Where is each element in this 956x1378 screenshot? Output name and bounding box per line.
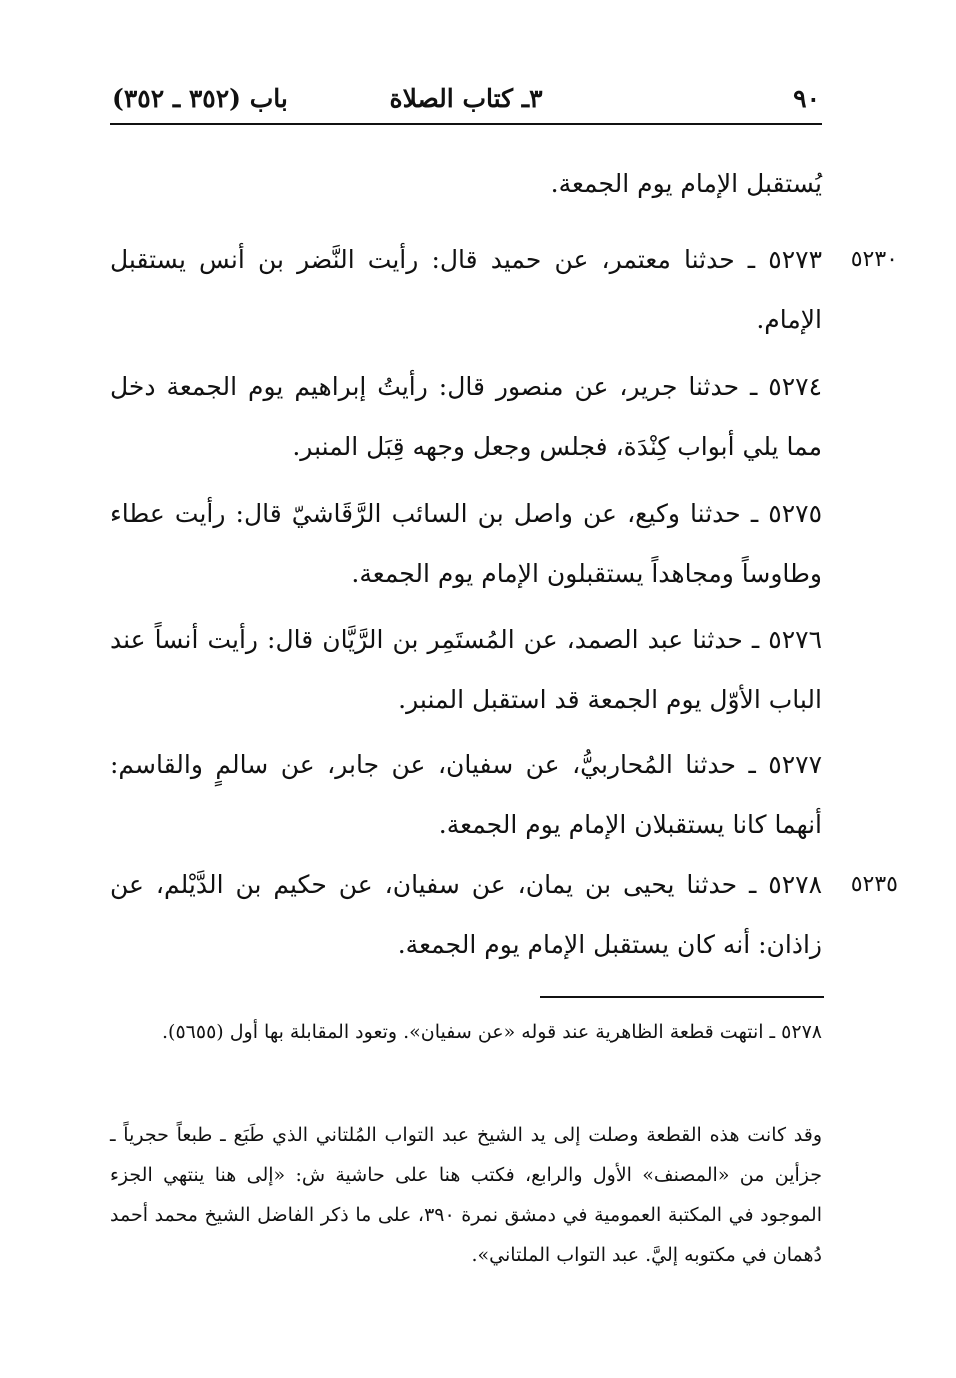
continuation-text: يُستقبل الإمام يوم الجمعة. [550, 169, 822, 198]
hadith-5275: ٥٢٧٥ ـ حدثنا وكيع، عن واصل بن السائب الرَّقَاشيّ قال: رأيت عطاء وطاوساً ومجاهداً يستقبلون الإمام يوم الجمعة. [110, 499, 822, 588]
footnote-rule [540, 996, 824, 998]
hadith-5277: ٥٢٧٧ ـ حدثنا المُحاربيُّ، عن سفيان، عن جابر، عن سالمٍ والقاسم: أنهما كانا يستقبلان الإمام يوم الجمعة. [110, 750, 822, 839]
margin-number: ٥٢٣٥ [850, 872, 898, 897]
margin-number: ٥٢٣٠ [850, 247, 898, 272]
footnote-5278: ٥٢٧٨ ـ انتهت قطعة الظاهرية عند قوله «عن سفيان». وتعود المقابلة بها أول (٥٦٥٥). [162, 1021, 822, 1043]
page-number: ٩٠ [793, 84, 820, 113]
hadith-5274: ٥٢٧٤ ـ حدثنا جرير، عن منصور قال: رأيتُ إبراهيم يوم الجمعة دخل مما يلي أبواب كِنْدَة، فجلس وجعل وجهه قِبَل المنبر. [110, 372, 822, 461]
hadith-5278: ٥٢٧٨ ـ حدثنا يحيى بن يمان، عن سفيان، عن حكيم بن الدَّيْلم، عن زاذان: أنه كان يستقبل الإمام يوم الجمعة. [110, 870, 822, 959]
page-header [110, 78, 822, 120]
footnote-note: وقد كانت هذه القطعة وصلت إلى يد الشيخ عبد التواب المُلتاني الذي طَبَع ـ طبعاً حجرياً ـ جزأين من «المصنف» الأول والرابع، فكتب هنا على حاشية ش: «إلى هنا ينتهي الجزء الموجود في المكتبة العمومية في دمشق نمرة ٣٩٠، على ما ذكر الفاضل الشيخ محمد أحمد دُهمان في مكتوبه إليَّ. عبد التواب الملتاني». [110, 1124, 823, 1266]
hadith-5273: ٥٢٧٣ ـ حدثنا معتمر، عن حميد قال: رأيت النَّضر بن أنس يستقبل الإمام. [110, 245, 822, 334]
hadith-5276: ٥٢٧٦ ـ حدثنا عبد الصمد، عن المُستَمِر بن الرَّيَّان قال: رأيت أنساً عند الباب الأوّل يوم الجمعة قد استقبل المنبر. [110, 625, 822, 714]
book-title: ٣ـ كتاب الصلاة [389, 84, 543, 113]
header-rule [110, 123, 822, 125]
chapter-heading: باب (٣٥٢ ـ ٣٥٢) [112, 84, 288, 113]
